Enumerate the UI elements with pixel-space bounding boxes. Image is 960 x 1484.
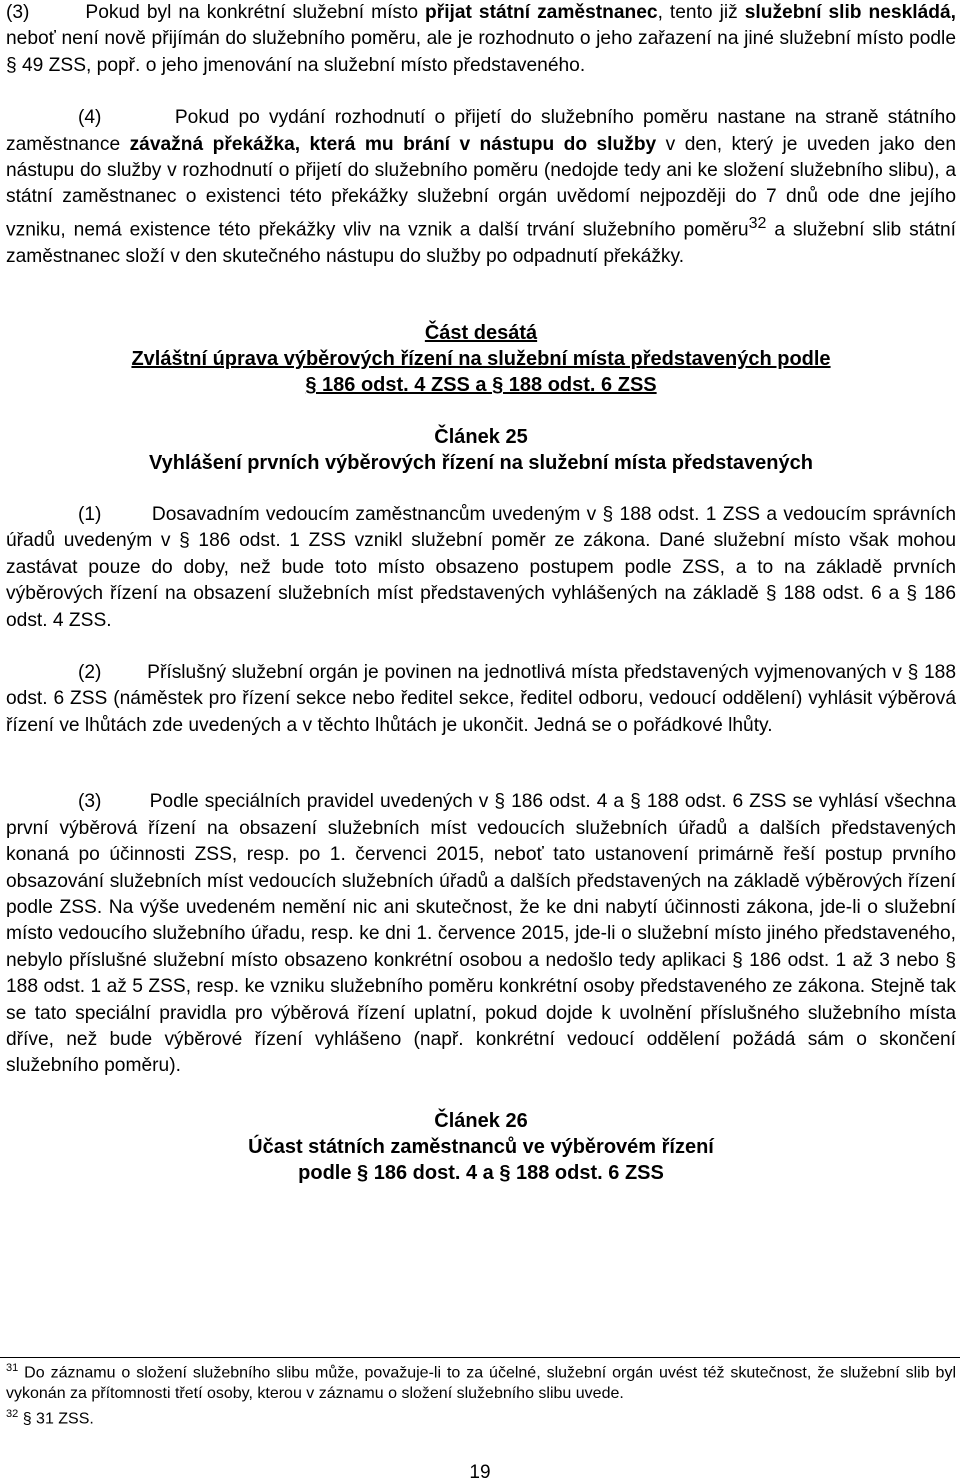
article-25-title: Vyhlášení prvních výběrových řízení na služební místa představených xyxy=(149,452,813,475)
paragraph-4-intro: (4) Pokud po vydání rozhodnutí o přijetí do služebního poměru nastane na straně státního zaměstnance závažná překážka, která mu brání v nástupu do služby v den, který je uveden jako den nástupu do služby v rozhodnutí o přijetí do služebního poměru (nedojde tedy ani ke složení služebního slibu), a státní zaměstnanec o existenci této překážky služební orgán uvědomí nejpozději do 7 dnů ode dne jejího vzniku, nemá existence této překážky vliv na vznik a další trvání služebního poměru$^{32}$ a služební slib státní zaměstnanec složí v den skutečného nástupu do služby po odpadnutí překážky. xyxy=(6,107,957,267)
article-25-paragraph-3: (3) Podle speciálních pravidel uvedených v § 186 odst. 4 a § 188 odst. 6 ZSS se vyhlásí všechna první výběrová řízení na obsazení služebních míst vedoucích služebních úřadů a dalších představených konaná po účinnosti ZSS, resp. po 1. červenci 2015, neboť tato ustanovení primárně řeší postup prvního obsazování služebních míst vedoucích služebních úřadů a dalších představených na základě výběrových řízení podle ZSS. Na výše uvedeném nemění nic ani skutečnost, že ke dni nabytí účinnosti zákona, jde-li o služební místo vedoucího služebního úřadu, resp. ke dni 1. července 2015, jde-li o služební místo jiného představeného, nebylo příslušné služební místo obsazeno konkrétní osobou a nedošlo tedy aplikaci § 186 odst. 1 až 3 nebo § 188 odst. 1 až 5 ZSS, resp. ke vzniku služebního poměru konkrétní osoby představeného ze zákona. Stejně tak se tato speciální pravidla pro výběrová řízení uplatní, pokud dojde k uvolnění příslušného služebního místa dříve, než bude výběrové řízení vyhlášeno (např. konkrétní vedoucí oddělení požádá sám o skončení služebního poměru). xyxy=(6,791,956,1077)
article-25-number: Článek 25 xyxy=(434,426,528,449)
article-26-heading xyxy=(6,1108,956,1186)
paragraph-3-intro: (3) Pokud byl na konkrétní služební místo přijat státní zaměstnanec, tento již služební slib neskládá, neboť není nově přijímán do služebního poměru, ale je rozhodnuto o jeho zařazení na jiné služební místo podle § 49 ZSS, popř. o jeho jmenování na služební místo představeného. xyxy=(6,2,956,76)
article-26-title-line-2: podle § 186 dost. 4 a § 188 odst. 6 ZSS xyxy=(298,1161,664,1184)
article-26-number: Článek 26 xyxy=(434,1109,528,1132)
part-heading xyxy=(6,320,956,398)
footnote-ref-32: 32 xyxy=(748,214,767,232)
part-title: Část desátá xyxy=(424,322,538,345)
article-25-paragraph-1: (1) Dosavadním vedoucím zaměstnancům uvedeným v § 188 odst. 1 ZSS a vedoucím správních úřadů uvedeným v § 186 odst. 1 ZSS vznikl služební poměr ze zákona. Dané služební místo však mohou zastávat pouze do doby, než bude toto místo obsazeno postupem podle ZSS, a to na základě prvních výběrových řízení na obsazení služebních míst představených vyhlášených na základě § 188 odst. 6 a § 186 odst. 4 ZSS. xyxy=(6,504,956,631)
footnotes xyxy=(6,1357,956,1430)
footnote-31: $^{31}$ Do záznamu o složení služebního slibu může, považuje-li to za účelné, služební orgán uvést též skutečnost, že služební slib byl vykonán za přítomnosti třetí osoby, kterou v záznamu o složení služebního slibu uvede. xyxy=(6,1362,956,1403)
article-25-paragraph-2: (2) Příslušný služební orgán je povinen na jednotlivá místa představených vyjmenovaných v § 188 odst. 6 ZSS (náměstek pro řízení sekce nebo ředitel sekce, ředitel odboru, vedoucí oddělení) vyhlásit výběrová řízení ve lhůtách zde uvedených a v těchto lhůtách je ukončit. Jedná se o pořádkové lhůty. xyxy=(6,662,956,736)
page-number: 19 xyxy=(469,1462,491,1483)
footnote-32: $^{32}$ § 31 ZSS. xyxy=(6,1408,94,1428)
article-25-heading xyxy=(6,424,956,476)
part-subtitle-line-1: Zvláštní úprava výběrových řízení na služební místa představených podle xyxy=(131,348,831,371)
document-page xyxy=(6,0,956,1186)
article-26-title-line-1: Účast státních zaměstnanců ve výběrovém řízení xyxy=(248,1135,714,1158)
part-subtitle-line-2: § 186 odst. 4 ZSS a § 188 odst. 6 ZSS xyxy=(305,374,657,397)
